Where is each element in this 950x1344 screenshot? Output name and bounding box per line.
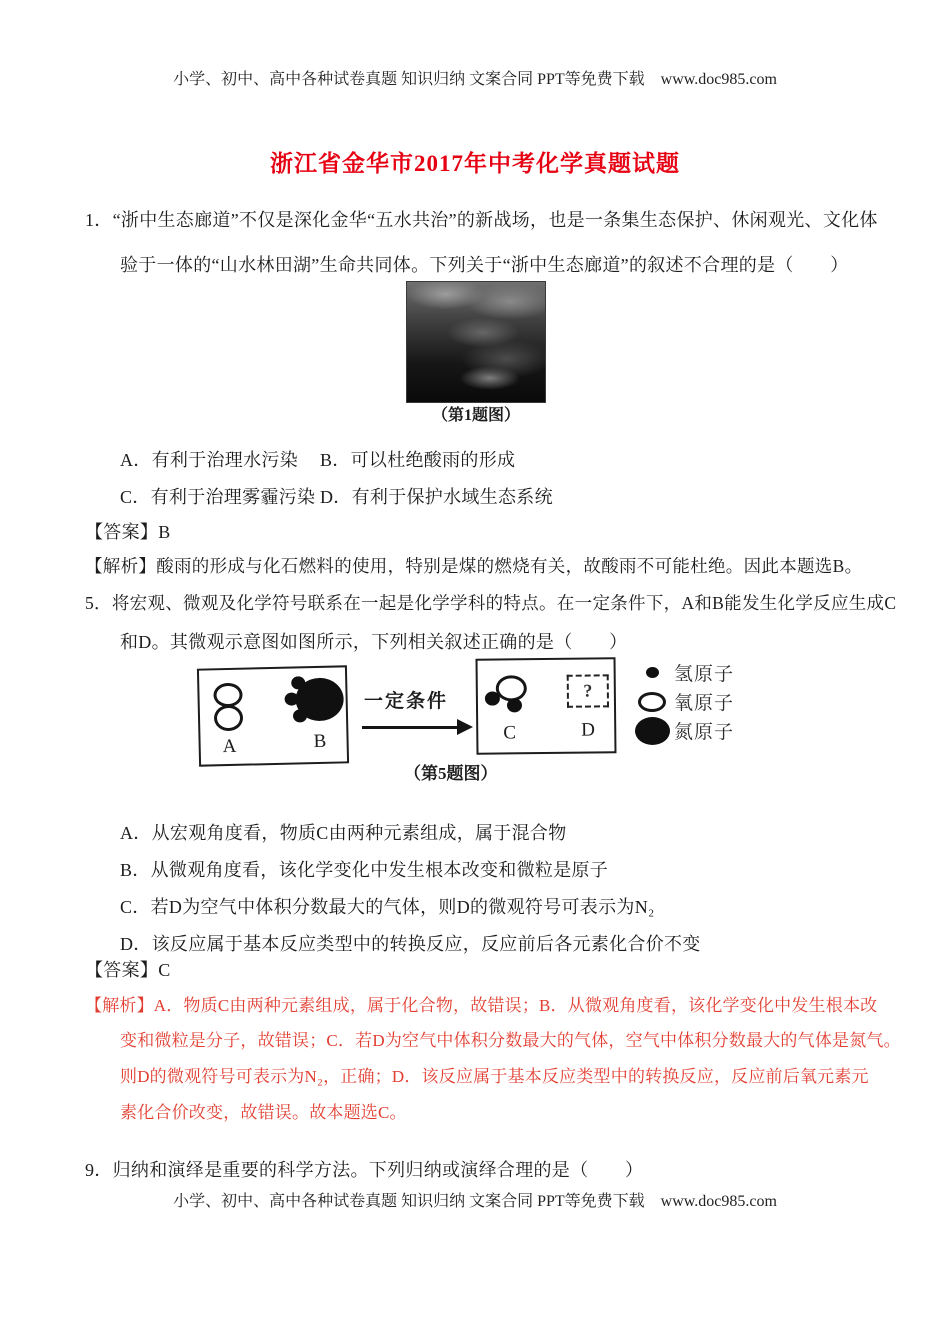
q9-stem-line: 9．归纳和演绎是重要的科学方法。下列归纳或演绎合理的是（ ） — [85, 1160, 644, 1180]
unknown-substance-box: ? — [567, 674, 609, 707]
q5-answer-line: 【答案】C — [85, 960, 171, 980]
legend-row-oxygen — [630, 687, 734, 716]
q1-answer-line: 【答案】B — [85, 522, 171, 542]
q5-option-a: A．从宏观角度看，物质C由两种元素组成，属于混合物 — [120, 823, 567, 843]
oxygen-atom-icon — [638, 692, 666, 712]
q1-option-d: D．有利于保护水域生态系统 — [320, 487, 553, 507]
label-d: D — [581, 719, 596, 741]
q5-reactants-box — [197, 665, 349, 766]
label-b: B — [313, 730, 327, 753]
hydrogen-atom-dot — [507, 698, 522, 712]
q1-explanation-line: 【解析】酸雨的形成与化石燃料的使用，特别是煤的燃烧有关，故酸雨不可能杜绝。因此本题选B。 — [85, 556, 863, 576]
page-title: 浙江省金华市2017年中考化学真题试题 — [270, 151, 680, 176]
molecule-a-oxygen — [199, 667, 345, 670]
q5-stem-line-2: 和D。其微观示意图如图所示，下列相关叙述正确的是（ ） — [120, 632, 628, 652]
q1-option-b: B．可以杜绝酸雨的形成 — [320, 450, 516, 470]
reaction-condition-label: 一定条件 — [364, 691, 449, 712]
legend-label-nitrogen: 氮原子 — [674, 722, 735, 743]
hydrogen-atom-icon — [646, 667, 659, 678]
q5-explanation-line-3: 则D的微观符号可表示为N₂，正确；D．该反应属于基本反应类型中的转换反应，反应前后氧元素元 — [120, 1067, 869, 1086]
label-a: A — [222, 735, 237, 758]
molecule-c-water — [478, 659, 614, 660]
oxygen-atom-ring — [496, 675, 527, 701]
nitrogen-atom-icon — [635, 717, 670, 745]
reaction-arrow — [362, 714, 460, 729]
q1-stem-line-1: 1．“浙中生态廊道”不仅是深化金华“五水共治”的新战场，也是一条集生态保护、休闲观光、文化体 — [85, 210, 878, 230]
hydrogen-atom-dot — [485, 691, 500, 705]
reaction-arrow-head — [457, 719, 473, 735]
q1-photo-caption: （第1题图） — [431, 407, 520, 424]
q1-option-a: A．有利于治理水污染 — [120, 450, 298, 470]
q5-explanation-line-4: 素化合价改变，故错误。故本题选C。 — [120, 1103, 407, 1122]
oxygen-atom-ring — [214, 705, 244, 732]
q1-option-c: C．有利于治理雾霾污染 — [120, 487, 316, 507]
legend-row-hydrogen — [630, 658, 734, 687]
page-footer-text: 小学、初中、高中各种试卷真题 知识归纳 文案合同 PPT等免费下载 www.doc985.com — [173, 1193, 777, 1210]
q5-diagram-caption: （第5题图） — [404, 764, 498, 783]
q5-option-b: B．从微观角度看，该化学变化中发生根本改变和微粒是原子 — [120, 860, 609, 880]
atom-legend — [630, 658, 734, 745]
q5-explanation-line-1: 【解析】A．物质C由两种元素组成，属于化合物，故错误；B．从微观角度看，该化学变化中发生根本改 — [85, 996, 878, 1015]
q5-products-box — [476, 657, 617, 754]
label-c: C — [503, 722, 517, 744]
q1-aerial-photo — [406, 281, 546, 403]
q5-explanation-line-2: 变和微粒是分子，故错误；C．若D为空气中体积分数最大的气体，空气中体积分数最大的气体是氮气。 — [120, 1031, 901, 1050]
q5-option-d: D．该反应属于基本反应类型中的转换反应，反应前后各元素化合价不变 — [120, 934, 701, 954]
legend-row-nitrogen — [630, 716, 734, 745]
page-header-text: 小学、初中、高中各种试卷真题 知识归纳 文案合同 PPT等免费下载 www.doc985.com — [173, 71, 777, 88]
oxygen-atom-ring — [213, 683, 243, 708]
legend-label-oxygen: 氧原子 — [674, 693, 735, 714]
q1-stem-line-2: 验于一体的“山水林田湖”生命共同体。下列关于“浙中生态廊道”的叙述不合理的是（ ） — [120, 255, 849, 275]
q5-option-c: C．若D为空气中体积分数最大的气体，则D的微观符号可表示为N₂ — [120, 897, 655, 917]
hydrogen-atom-dot — [293, 709, 307, 722]
q5-stem-line-1: 5．将宏观、微观及化学符号联系在一起是化学学科的特点。在一定条件下，A和B能发生化学反应生成C — [85, 593, 897, 613]
legend-label-hydrogen: 氢原子 — [674, 664, 735, 685]
molecule-b-ammonia — [199, 667, 345, 670]
